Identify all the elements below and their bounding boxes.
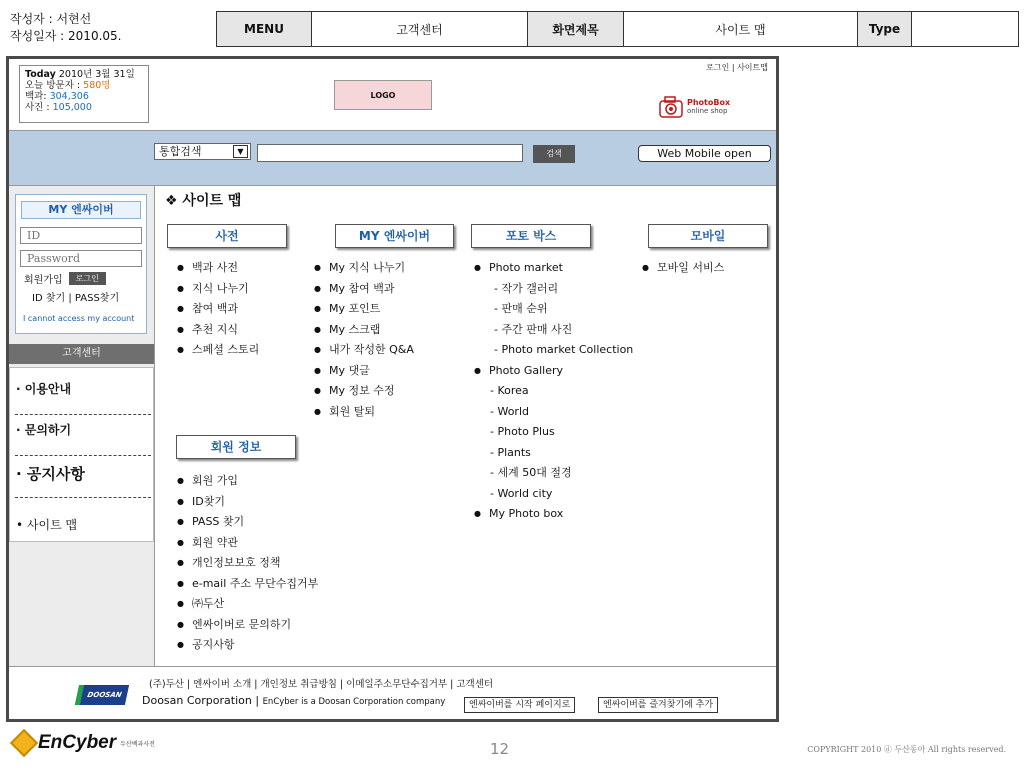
list-item[interactable]: ● 회원 약관: [177, 533, 318, 554]
divider: [15, 455, 151, 456]
join-row: [24, 271, 106, 286]
doc-info-table: [216, 11, 1019, 47]
encyber-brand-sub: 두산백과사전: [120, 740, 155, 748]
encyber-diamond-icon: [10, 729, 38, 757]
doc-meta: [10, 11, 121, 45]
footer-links[interactable]: (주)두산 | 엔싸이버 소개 | 개인정보 취급방침 | 이메일주소무단수집거부 | 고객센터: [149, 679, 494, 690]
menu-value: 고객센터: [312, 12, 528, 47]
encyber-brand: [14, 732, 155, 754]
mobile-list: [642, 258, 724, 279]
site-footer: [9, 666, 776, 719]
cannot-access-link[interactable]: I cannot access my account: [23, 314, 135, 323]
section-mobile[interactable]: 모바일: [648, 224, 768, 248]
doc-author: 작성자 : 서현선: [10, 12, 92, 26]
site-wireframe: [6, 56, 779, 722]
my-encyber-title[interactable]: MY 엔싸이버: [21, 201, 141, 219]
id-input[interactable]: [20, 227, 142, 244]
sitemap-content: [155, 186, 776, 666]
dictionary-list: [177, 258, 259, 361]
list-item[interactable]: ● My 댓글: [314, 361, 414, 382]
set-start-page-button[interactable]: 엔싸이버를 시작 페이지로: [464, 697, 575, 713]
list-item[interactable]: ● Photo Gallery: [474, 361, 633, 382]
photo-box-list: [474, 258, 633, 525]
footer-corp-main: Doosan Corporation |: [142, 694, 263, 707]
list-item[interactable]: ● My 지식 나누기: [314, 258, 414, 279]
page-number: 12: [490, 740, 510, 758]
screen-title-label: 화면제목: [528, 12, 624, 47]
list-item[interactable]: ● 회원 탈퇴: [314, 402, 414, 423]
today-date: 2010년 3월 31일: [58, 69, 135, 80]
divider: [15, 414, 151, 415]
divider: [15, 497, 151, 498]
footer-corp-sub: EnCyber is a Doosan Corporation company: [262, 697, 446, 707]
list-subitem[interactable]: - 세계 50대 절경: [490, 466, 572, 479]
list-subitem[interactable]: - Korea: [490, 384, 529, 397]
section-my-encyber[interactable]: MY 엔싸이버: [335, 224, 454, 248]
list-subitem[interactable]: - World: [490, 404, 529, 418]
section-photo-box[interactable]: 포토 박스: [471, 224, 591, 248]
web-mobile-button[interactable]: Web Mobile open: [638, 145, 771, 162]
find-id-pass-link[interactable]: ID 찾기 | PASS찾기: [32, 293, 120, 304]
photo-value: 105,000: [52, 102, 92, 113]
list-item[interactable]: ● 개인정보보호 정책: [177, 553, 318, 574]
dropdown-arrow-icon[interactable]: ▼: [233, 145, 248, 158]
site-header: [9, 59, 776, 130]
visitors-value: 580명: [83, 80, 111, 91]
sidebar-item-guide[interactable]: · 이용안내: [16, 382, 72, 396]
doosan-logo[interactable]: DOOSAN: [75, 685, 129, 705]
list-subitem[interactable]: - Plants: [490, 445, 531, 459]
list-subitem[interactable]: - 판매 순위: [494, 302, 548, 315]
photobox-logo[interactable]: [659, 95, 739, 119]
list-item[interactable]: ● My 참여 백과: [314, 279, 414, 300]
list-item[interactable]: ● ㈜두산: [177, 594, 318, 615]
list-item[interactable]: ● My 스크랩: [314, 320, 414, 341]
list-item[interactable]: ● 엔싸이버로 문의하기: [177, 615, 318, 636]
search-bar: [9, 130, 776, 186]
customer-center-header: 고객센터: [9, 344, 154, 364]
search-scope-select[interactable]: [154, 143, 251, 160]
list-item[interactable]: ● 참여 백과: [177, 299, 259, 320]
list-item[interactable]: ● e-mail 주소 무단수집거부: [177, 574, 318, 595]
list-subitem[interactable]: - World city: [490, 486, 553, 500]
list-subitem[interactable]: - 주간 판매 사진: [494, 322, 573, 336]
type-label: Type: [858, 12, 912, 47]
search-input[interactable]: [257, 144, 523, 162]
site-logo[interactable]: LOGO: [334, 80, 432, 110]
top-links[interactable]: 로그인 | 사이트맵: [706, 63, 768, 72]
list-item[interactable]: ● My Photo box: [474, 504, 633, 525]
list-item[interactable]: ● 백과 사전: [177, 258, 259, 279]
section-member-info[interactable]: 회원 정보: [176, 435, 296, 459]
encyber-brand-name: EnCyber: [38, 732, 117, 753]
sidebar-item-sitemap[interactable]: • 사이트 맵: [16, 518, 78, 532]
photo-label: 사진 :: [25, 102, 53, 113]
copyright: COPYRIGHT 2010 ⓓ 두산동아 All rights reserved.: [807, 745, 1006, 754]
encyclopedia-label: 백과:: [25, 91, 50, 102]
footer-corp: [142, 694, 445, 707]
section-dictionary[interactable]: 사전: [167, 224, 287, 248]
list-item[interactable]: ● 모바일 서비스: [642, 258, 724, 279]
screen-title-value: 사이트 맵: [624, 12, 858, 47]
list-subitem[interactable]: - Photo market Collection: [494, 343, 634, 356]
customer-center-menu: [9, 367, 154, 542]
photobox-title: PhotoBox: [687, 98, 731, 107]
encyclopedia-value: 304,306: [49, 91, 89, 102]
list-item[interactable]: ● ID찾기: [177, 492, 318, 513]
login-box: [15, 194, 147, 334]
menu-label: MENU: [217, 12, 312, 47]
member-info-list: [177, 471, 318, 656]
search-scope-value: 통합검색: [159, 145, 202, 158]
sidebar-item-inquiry[interactable]: · 문의하기: [16, 423, 72, 437]
list-item[interactable]: ● Photo market: [474, 258, 633, 279]
list-item[interactable]: ● 회원 가입: [177, 471, 318, 492]
sidebar-item-notice[interactable]: · 공지사항: [16, 465, 85, 483]
search-button[interactable]: 검색: [533, 145, 575, 163]
doc-date: 작성일자 : 2010.05.: [10, 29, 122, 43]
page-title: ❖ 사이트 맵: [165, 193, 242, 209]
sidebar: [9, 186, 155, 666]
add-favorite-button[interactable]: 엔싸이버를 즐겨찾기에 추가: [598, 697, 718, 713]
list-item[interactable]: ● PASS 찾기: [177, 512, 318, 533]
list-subitem[interactable]: - Photo Plus: [490, 425, 555, 438]
list-subitem[interactable]: - 작가 갤러리: [494, 281, 559, 295]
login-button[interactable]: 로그인: [69, 272, 106, 285]
list-item[interactable]: ● 지식 나누기: [177, 279, 259, 300]
list-item[interactable]: ● 내가 작성한 Q&A: [314, 340, 414, 361]
photobox-subtitle: online shop: [687, 107, 728, 115]
today-label: Today: [25, 69, 56, 80]
list-item[interactable]: ● 공지사항: [177, 635, 318, 656]
today-stats-box: [19, 65, 149, 123]
list-item[interactable]: ● My 포인트: [314, 299, 414, 320]
join-link[interactable]: 회원가입: [24, 275, 63, 286]
type-value: [912, 12, 1019, 47]
visitors-label: 오늘 방문자 :: [25, 80, 84, 91]
list-item[interactable]: ● 추천 지식: [177, 320, 259, 341]
list-item[interactable]: ● My 정보 수정: [314, 381, 414, 402]
my-encyber-list: [314, 258, 414, 422]
list-item[interactable]: ● 스페셜 스토리: [177, 340, 259, 361]
password-input[interactable]: [20, 250, 142, 267]
camera-icon: [659, 96, 683, 118]
